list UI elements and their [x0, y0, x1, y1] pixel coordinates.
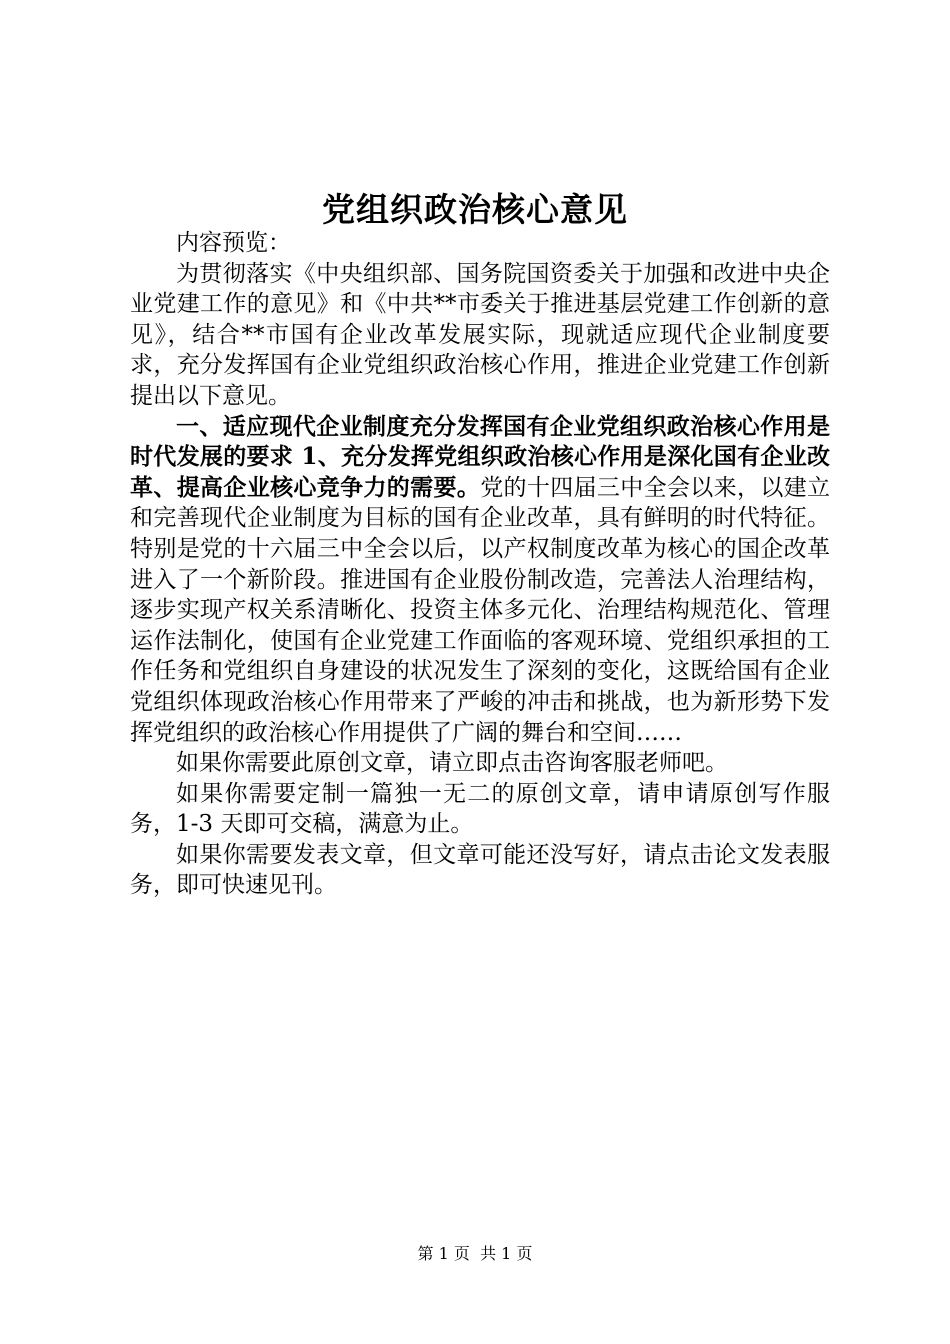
promo-paragraph-publishing: 如果你需要发表文章，但文章可能还没写好，请点击论文发表服务，即可快速见刊。	[130, 841, 830, 899]
preview-label: 内容预览：	[176, 230, 291, 256]
page-number: 第 1 页 共 1 页	[417, 1244, 533, 1263]
section-body: 党的十四届三中全会以来，以建立和完善现代企业制度为目标的国有企业改革，具有鲜明的时代特征。特别是党的十六届三中全会以后，以产权制度改革为核心的国企改革进入了一个新阶段。推进国有企业股份制改造，完善法人治理结构，逐步实现产权关系清晰化、投资主体多元化、治理结构规范化、管理运作法制化，使国有企业党建工作面临的客观环境、党组织承担的工作任务和党组织自身建设的状况发生了深刻的变化，这既给国有企业党组织体现政治核心作用带来了严峻的冲击和挑战，也为新形势下发挥党组织的政治核心作用提供了广阔的舞台和空间……	[130, 474, 831, 746]
section-heading: 一、适应现代企业制度充分发挥国有企业党组织政治核心作用是时代发展的要求 1、充分发挥党组织政治核心作用是深化国有企业改革、提高企业核心竞争力的需要。	[130, 412, 830, 501]
intro-paragraph: 为贯彻落实《中央组织部、国务院国资委关于加强和改进中央企业党建工作的意见》和《中共**市委关于推进基层党建工作创新的意见》，结合**市国有企业改革发展实际，现就适应现代企业制度要求，充分发挥国有企业党组织政治核心作用，推进企业党建工作创新提出以下意见。	[130, 260, 830, 409]
document-title: 党组织政治核心意见	[322, 190, 628, 229]
document-body	[130, 228, 830, 901]
page-footer	[0, 1242, 950, 1266]
section-paragraph	[130, 412, 830, 749]
promo-paragraph-custom-writing: 如果你需要定制一篇独一无二的原创文章，请申请原创写作服务，1-3 天即可交稿，满意为止。	[130, 780, 830, 838]
promo-paragraph-consult: 如果你需要此原创文章，请立即点击咨询客服老师吧。	[176, 750, 728, 777]
